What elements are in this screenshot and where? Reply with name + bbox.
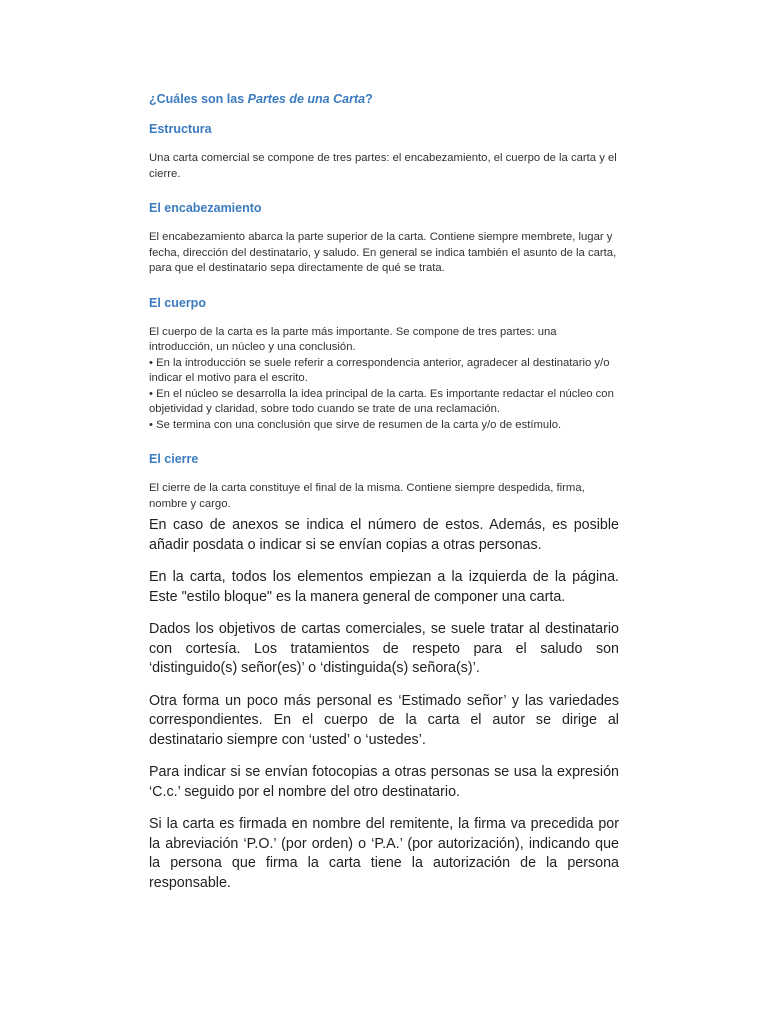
title-emphasis: Partes de una Carta xyxy=(247,92,366,106)
section-line: El encabezamiento abarca la parte superior de la carta. Contiene siempre membrete, lugar y fecha, dirección del destinatario, y saludo. En general se indica también el asunto de la carta, para que el destinatario sepa directamente de qué se trata. xyxy=(149,231,617,274)
title-suffix: ? xyxy=(365,92,373,106)
section-text-cierre xyxy=(149,481,619,512)
title-prefix: ¿Cuáles son las xyxy=(149,92,248,106)
bullet-item: • En la introducción se suele referir a correspondencia anterior, agradecer al destinatario y/o indicar el motivo para el escrito. xyxy=(149,356,610,384)
page-title xyxy=(149,91,619,107)
paragraph: Otra forma un poco más personal es ‘Estimado señor’ y las variedades correspondientes. En el cuerpo de la carta el autor se dirige al destinatario siempre con ‘usted’ o ‘ustedes’. xyxy=(149,692,619,748)
paragraph: Si la carta es firmada en nombre del remitente, la firma va precedida por la abreviación ‘P.O.’ (por orden) o ‘P.A.’ (por autorización), indicando que la persona que firma la carta tiene la autorización de la persona responsable. xyxy=(149,816,619,891)
paragraph: En caso de anexos se indica el número de estos. Además, es posible añadir posdata o indicar si se envían copias a otras personas. xyxy=(149,517,619,553)
paragraph: Dados los objetivos de cartas comerciales, se suele tratar al destinatario con cortesía. Los tratamientos de respeto para el saludo son ‘distinguido(s) señor(es)’ o ‘distinguida(s) señora(s)’. xyxy=(149,621,619,676)
paragraph: En la carta, todos los elementos empiezan a la izquierda de la página. Este "estilo bloque" es la manera general de componer una carta. xyxy=(149,569,619,605)
section-line: El cuerpo de la carta es la parte más importante. Se compone de tres partes: una introducción, un núcleo y una conclusión. xyxy=(149,325,557,353)
document-body xyxy=(149,91,619,906)
section-heading-cierre: El cierre xyxy=(149,452,199,466)
section-heading-cuerpo: El cuerpo xyxy=(149,295,206,310)
bullet-item: • Se termina con una conclusión que sirve de resumen de la carta y/o de estímulo. xyxy=(149,418,562,431)
section-text-encabezamiento xyxy=(149,230,619,277)
section-line: El cierre de la carta constituye el final de la misma. Contiene siempre despedida, firma, nombre y cargo. xyxy=(149,482,585,510)
section-text-cuerpo xyxy=(149,325,619,434)
section-line: Una carta comercial se compone de tres partes: el encabezamiento, el cuerpo de la carta y el cierre. xyxy=(149,152,617,180)
section-text-estructura xyxy=(149,151,619,182)
bullet-item: • En el núcleo se desarrolla la idea principal de la carta. Es importante redactar el núcleo con objetividad y claridad, sobre todo cuando se trate de una reclamación. xyxy=(149,387,614,415)
paragraph: Para indicar si se envían fotocopias a otras personas se usa la expresión ‘C.c.’ seguido por el nombre del otro destinatario. xyxy=(149,764,619,800)
section-heading-estructura: Estructura xyxy=(149,122,212,136)
section-heading-encabezamiento: El encabezamiento xyxy=(149,201,262,215)
